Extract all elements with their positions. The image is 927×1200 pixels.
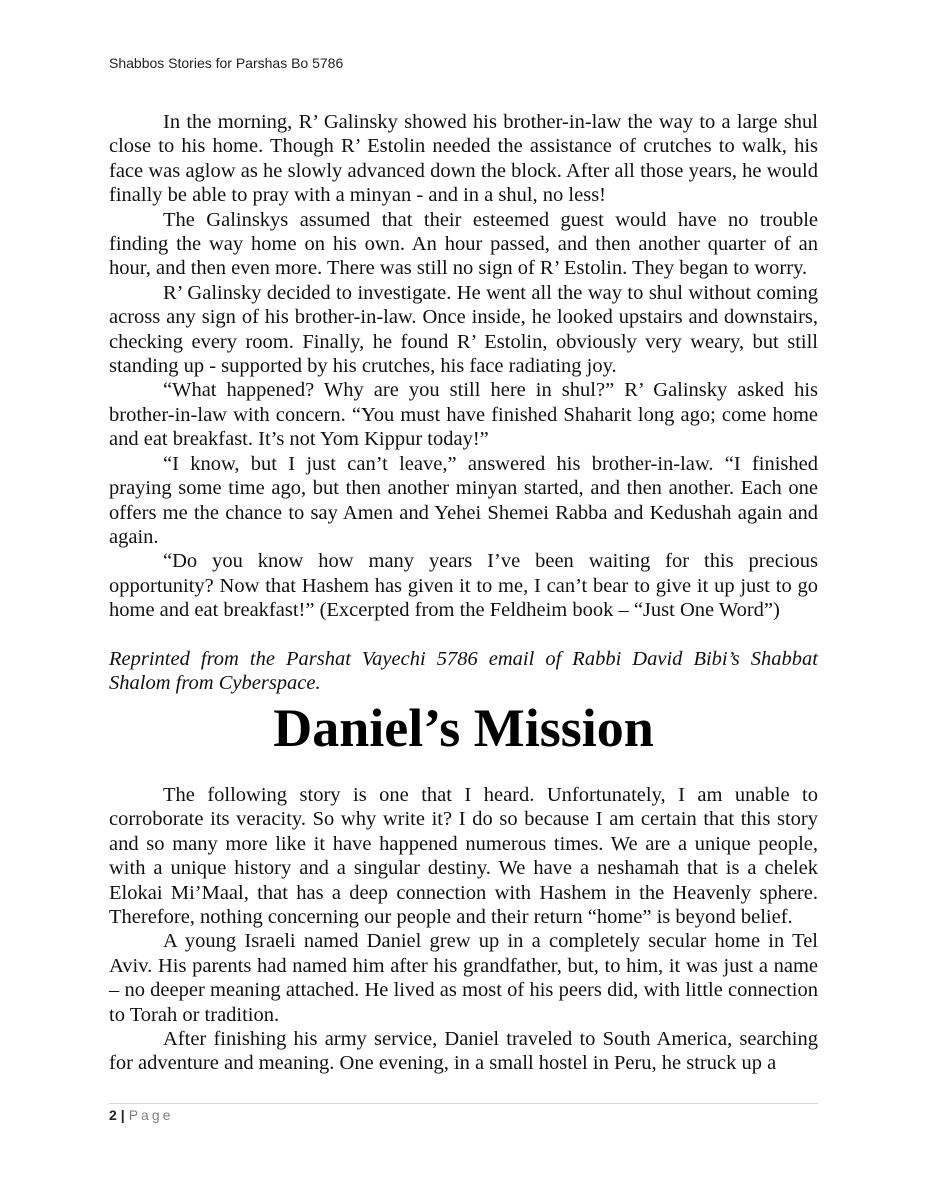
story-continuation <box>109 110 818 623</box>
paragraph: “Do you know how many years I’ve been waiting for this precious opportunity? Now that Hashem has given it to me, I can’t bear to give it up just to go home and eat breakfast!” (Excerpted from the Feldheim book – “Just One Word”) <box>109 550 818 622</box>
page-footer <box>109 1107 173 1123</box>
paragraph: “What happened? Why are you still here in shul?” R’ Galinsky asked his brother-in-law with concern. “You must have finished Shaharit long ago; come home and eat breakfast. It’s not Yom Kippur today!” <box>109 379 818 451</box>
reprint-note: Reprinted from the Parshat Vayechi 5786 email of Rabbi David Bibi’s Shabbat Shalom from Cyberspace. <box>109 648 818 695</box>
paragraph: “I know, but I just can’t leave,” answered his brother-in-law. “I finished praying some time ago, but then another minyan started, and then another. Each one offers me the chance to say Amen and Yehei Shemei Rabba and Kedushah again and again. <box>109 452 818 548</box>
page-label: Page <box>128 1107 174 1123</box>
page-number: 2 <box>109 1107 117 1123</box>
paragraph: The Galinskys assumed that their esteemed guest would have no trouble finding the way home on his own. An hour passed, and then another quarter of an hour, and then even more. There was still no sign of R’ Estolin. They began to worry. <box>109 208 818 280</box>
running-header: Shabbos Stories for Parshas Bo 5786 <box>109 55 344 71</box>
paragraph: R’ Galinsky decided to investigate. He went all the way to shul without coming across any sign of his brother-in-law. Once inside, he looked upstairs and downstairs, checking every room. Finally, he found R’ Estolin, obviously very weary, but still standing up - supported by his crutches, his face radiating joy. <box>109 281 818 378</box>
paragraph: A young Israeli named Daniel grew up in a completely secular home in Tel Aviv. His parents had named him after his grandfather, but, to him, it was just a name – no deeper meaning attached. He lived as most of his peers did, with little connection to Torah or tradition. <box>109 930 818 1026</box>
paragraph: The following story is one that I heard. Unfortunately, I am unable to corroborate its veracity. So why write it? I do so because I am certain that this story and so many more like it have happened numerous times. We are a unique people, with a unique history and a singular destiny. We have a neshamah that is a chelek Elokai Mi’Maal, that has a deep connection with Hashem in the Heavenly sphere. Therefore, nothing concerning our people and their return “home” is beyond belief. <box>109 784 818 929</box>
footer-divider <box>109 1103 818 1104</box>
paragraph: After finishing his army service, Daniel traveled to South America, searching for adventure and meaning. One evening, in a small hostel in Peru, he struck up a <box>109 1028 818 1075</box>
footer-separator: | <box>120 1107 125 1123</box>
story-body <box>109 783 818 1076</box>
paragraph: In the morning, R’ Galinsky showed his brother-in-law the way to a large shul close to his home. Though R’ Estolin needed the assistance of crutches to walk, his face was aglow as he slowly advanced down the block. After all those years, he would finally be able to pray with a minyan - and in a shul, no less! <box>109 111 818 207</box>
story-title: Daniel’s Mission <box>273 698 654 758</box>
